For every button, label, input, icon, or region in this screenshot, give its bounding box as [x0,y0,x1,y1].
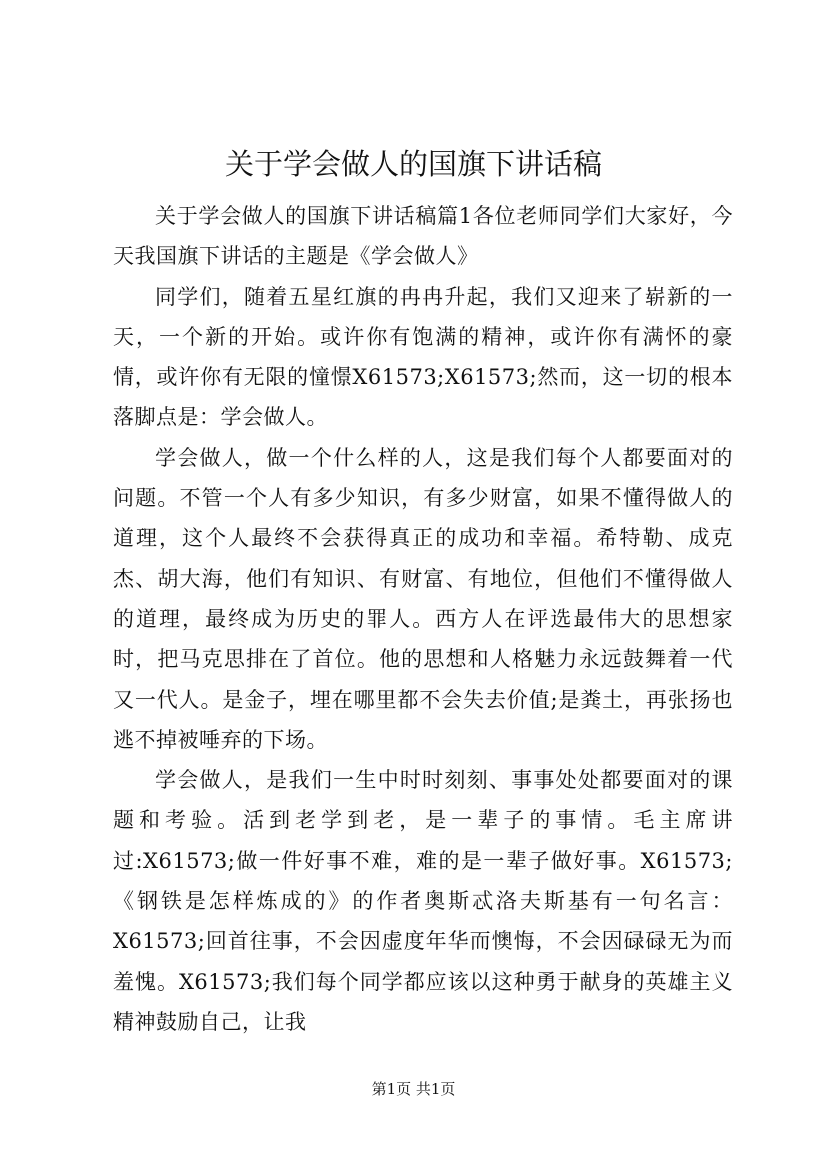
paragraph-4: 学会做人，是我们一生中时时刻刻、事事处处都要面对的课题和考验。活到老学到老，是一辈子的事情。毛主席讲过:X61573;做一件好事不难，难的是一辈子做好事。X61573;《钢铁是怎样炼成的》的作者奥斯忒洛夫斯基有一句名言：X61573;回首往事，不会因虚度年华而懊悔，不会因碌碌无为而羞愧。X61573;我们每个同学都应该以这种勇于献身的英雄主义精神鼓励自己，让我 [113,768,733,1034]
document-body [113,196,733,1042]
paragraph-3: 学会做人，做一个什么样的人，这是我们每个人都要面对的问题。不管一个人有多少知识，有多少财富，如果不懂得做人的道理，这个人最终不会获得真正的成功和幸福。希特勒、成克杰、胡大海，他们有知识、有财富、有地位，但他们不懂得做人的道理，最终成为历史的罪人。西方人在评选最伟大的思想家时，把马克思排在了首位。他的思想和人格魅力永远鼓舞着一代又一代人。是金子，埋在哪里都不会失去价值;是粪土，再张扬也逃不掉被唾弃的下场。 [113,445,733,752]
paragraph-1: 关于学会做人的国旗下讲话稿篇1各位老师同学们大家好，今天我国旗下讲话的主题是《学会做人》 [113,204,733,269]
page-footer: 第1页 共1页 [371,1080,456,1098]
page-title: 关于学会做人的国旗下讲话稿 [224,147,602,181]
paragraph-2: 同学们，随着五星红旗的冉冉升起，我们又迎来了崭新的一天，一个新的开始。或许你有饱满的精神，或许你有满怀的豪情，或许你有无限的憧憬X61573;X61573;然而，这一切的根本落脚点是：学会做人。 [113,284,733,430]
